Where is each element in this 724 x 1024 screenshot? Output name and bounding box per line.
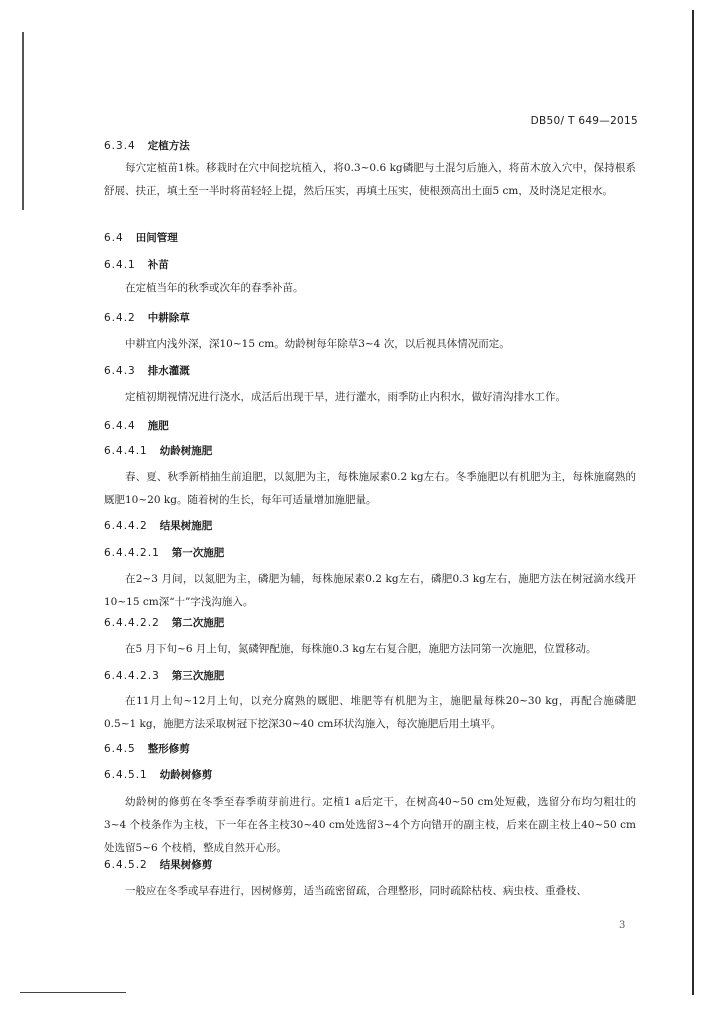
section-title: 第一次施肥 — [171, 547, 225, 559]
section-title: 中耕除草 — [147, 312, 190, 324]
section-heading — [104, 138, 190, 153]
section-title: 结果树修剪 — [159, 859, 213, 871]
section-heading — [104, 443, 212, 458]
section-number: 6.4.4.2 — [104, 520, 148, 532]
section-title: 排水灌溉 — [147, 365, 190, 377]
paragraph: 在5 月下旬~6 月上旬，氮磷钾配施，每株施0.3 kg左右复合肥，施肥方法同第一次施肥，位置移动。 — [125, 643, 597, 655]
section-heading — [104, 518, 212, 533]
paragraph: 定植初期视情况进行浇水，成活后出现干旱，进行灌水，雨季防止内积水，做好清沟排水工作。 — [125, 391, 566, 403]
section-heading — [104, 230, 178, 245]
section-heading — [104, 857, 212, 872]
section-title: 施肥 — [147, 420, 169, 432]
section-heading — [104, 615, 224, 630]
paragraph: 每穴定植苗1株。移栽时在穴中间挖坑植入，将0.3~0.6 kg磷肥与土混匀后施入，将苗木放入穴中，保持根系舒展、扶正，填土至一半时将苗轻轻上提，然后压实，再填土压实，使根颈高出土面5 cm，及时浇足定根水。 — [104, 162, 636, 197]
scan-edge-left — [22, 32, 24, 210]
scan-bottom-line — [20, 992, 126, 993]
section-heading — [104, 257, 169, 272]
section-number: 6.4.5 — [104, 743, 136, 755]
section-number: 6.4.4.2.3 — [104, 670, 160, 682]
section-title: 田间管理 — [135, 232, 178, 244]
section-heading — [104, 310, 190, 325]
paragraph: 在定植当年的秋季或次年的春季补苗。 — [125, 282, 304, 294]
section-number: 6.4.1 — [104, 259, 136, 271]
section-title: 补苗 — [147, 259, 169, 271]
section-title: 整形修剪 — [147, 743, 190, 755]
section-heading — [104, 668, 224, 683]
section-number: 6.4.4.2.2 — [104, 617, 160, 629]
section-heading — [104, 545, 224, 560]
paragraph: 春、夏、秋季新梢抽生前追肥，以氮肥为主，每株施尿素0.2 kg左右。冬季施肥以有机肥为主，每株施腐熟的厩肥10~20 kg。随着树的生长，每年可适量增加施肥量。 — [104, 471, 636, 506]
paragraph: 一般应在冬季或早春进行，因树修剪，适当疏密留疏，合理整形，同时疏除枯枝、病虫枝、重叠枝、 — [125, 885, 587, 897]
section-number: 6.4.2 — [104, 312, 136, 324]
section-title: 定植方法 — [147, 140, 190, 152]
section-title: 第三次施肥 — [171, 670, 225, 682]
paragraph: 在11月上旬~12月上旬，以充分腐熟的厩肥、堆肥等有机肥为主，施肥量每株20~30 kg，再配合施磷肥0.5~1 kg，施肥方法采取树冠下挖深30~40 cm环状沟施入，每次施肥后用土填平。 — [104, 695, 636, 730]
section-number: 6.3.4 — [104, 140, 136, 152]
page-number: 3 — [619, 920, 626, 931]
section-number: 6.4.4.1 — [104, 445, 148, 457]
section-heading — [104, 363, 190, 378]
section-heading — [104, 741, 190, 756]
paragraph: 中耕宜内浅外深，深10~15 cm。幼龄树每年除草3~4 次，以后视具体情况而定。 — [125, 338, 510, 350]
section-heading — [104, 767, 212, 782]
section-title: 结果树施肥 — [159, 520, 213, 532]
section-title: 幼龄树施肥 — [159, 445, 213, 457]
paragraph: 在2~3 月间，以氮肥为主，磷肥为辅，每株施尿素0.2 kg左右，磷肥0.3 kg左右，施肥方法在树冠滴水线开10~15 cm深“十”字浅沟施入。 — [104, 573, 636, 608]
section-number: 6.4.4.2.1 — [104, 547, 160, 559]
section-number: 6.4.5.1 — [104, 769, 148, 781]
section-number: 6.4 — [104, 232, 124, 244]
section-number: 6.4.4 — [104, 420, 136, 432]
standard-code: DB50/ T 649—2015 — [530, 115, 638, 127]
paragraph: 幼龄树的修剪在冬季至春季萌芽前进行。定植1 a后定干，在树高40~50 cm处短截，选留分布均匀粗壮的3~4 个枝条作为主枝，下一年在各主枝30~40 cm处选留3~4个方向错开的副主枝，后来在副主枝上40~50 cm处选留5~6 个枝梢，整成自然开心形。 — [104, 796, 636, 854]
section-title: 第二次施肥 — [171, 617, 225, 629]
section-number: 6.4.5.2 — [104, 859, 148, 871]
section-title: 幼龄树修剪 — [159, 769, 213, 781]
section-number: 6.4.3 — [104, 365, 136, 377]
scan-edge-right — [692, 10, 694, 995]
section-heading — [104, 418, 169, 433]
